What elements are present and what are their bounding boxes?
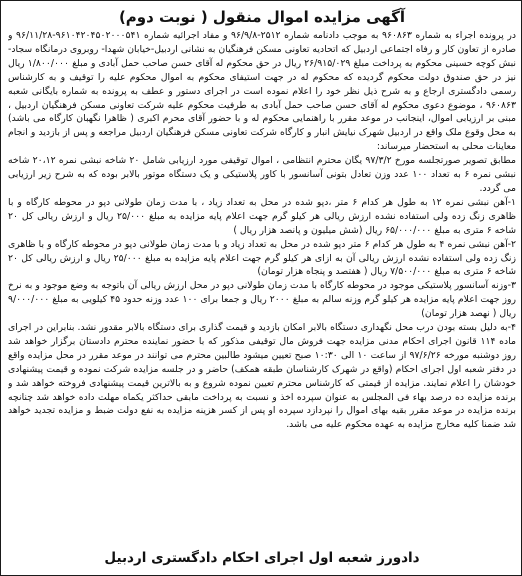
notice-body <box>8 29 516 549</box>
notice-title: آگهی مزایده اموال منقول ( نوبت دوم) <box>118 8 406 26</box>
paragraph-item-2: ۲-آهن نبشی نمره ۴ به طول هر کدام ۶ متر دپو شده در محل به تعداد زیاد و با مدت زمان طولانی دپو در محوطه کارگاه و با ظاهری زنگ زده ولی استفاده نشده ارزش ریالی آن به ازای هر کیلو گرم جهت اعلام پایه مزایده به مبلغ ۲۵/۰۰۰ ریال و ارزش ریالی کل ۲۰ شاخه ۶ متری به مبلغ ۷/۵۰۰/۰۰۰ ریال ( هفتصد و پنجاه هزار تومان) <box>8 238 516 278</box>
paragraph-items-summary: مطابق تصویر صورتجلسه مورخ ۹۷/۳/۲ یگان محترم انتظامی ، اموال توقیفی مورد ارزیابی شامل ۲۰ شاخه نبشی نمره ۲۰،۱۲ شاخه نبشی نمره ۶ به تعداد ۱۰۰ عدد وزن تعادل بتونی آسانسور با کاور پلاستیکی و یک دستگاه موتور بالابر بوده که به شرح زیر ارزیابی می گردد. <box>8 155 516 194</box>
signature: دادورز شعبه اول اجرای احکام دادگستری اردبیل <box>104 550 420 566</box>
paragraph-intro: در پرونده اجراء به شماره ۹۶۰۸۶۳ به موجب دادنامه شماره ۲۵۱۲-۹۶/۹/۸ و مفاد اجرائیه شماره ۹۶۱۰۴۲۰۴۵۰۲۰۰۰۵۴۱-۹۶/۱۱/۲۸ و صادره از تعاون کار و رفاه اجتماعی اردبیل که اتحادیه تعاونی مسکن فرهنگیان به نشانی اردبیل-خیابان شهدا- روبروی درمانگاه سجاد- نبش کوچه حسینی محکوم به پرداخت مبلغ ۲۶/۹۱۵/۰۲۹ ریال در حق محکوم له آقای حسن صاحب حمل آبادی و مبلغ ۱/۸۰۰/۰۰۰ ریال نیز در حق صندوق دولت محکوم گردیده که محکوم له در جهت استیفای محکوم به اموال محکوم علیه را توقیف و به کارشناس رسمی دادگستری ارجاع و به شرح ذیل نظر خود را اعلام نموده است در اجرای دستور و عطف به پرونده به شماره بایگانی شعبه ۹۶۰۸۶۳ ، موضوع دعوی محکوم له آقای حسن صاحب حمل آبادی به طرفیت محکوم علیه شرکت تعاونی مسکن فرهنگیان اردبیل ، مبنی بر ارزیابی اموال، اینجانب در موعد مقرر با راهنمایی محکوم له و با حضور آقای محرم اکبری ( ظاهرا نگهبان کارگاه می باشد) به محل وقوع ملک واقع در اردبیل شهرک نیایش انبار و کارگاه شرکت تعاونی مسکن فرهنگیان اردبیل مراجعه و پس از بازدید و انجام معاینات محلی به استحضار میرساند: <box>8 30 516 153</box>
paragraph-item-4-and-terms: ۴-به دلیل بسته بودن درب محل نگهداری دستگاه بالابر امکان بازدید و قیمت گذاری برای دستگاه بالابر مقدور نشد. بنابراین در اجرای ماده ۱۱۴ قانون اجرای احکام مدنی مزایده جهت فروش مال توقیفی مذکور که با حضور نماینده محترم دادستان برگزار خواهد شد روز دوشنبه مورخه ۹۷/۶/۲۶ از ساعت ۱۰ الی ۱۰:۳۰ صبح تعیین میشود طالبین محترم می توانند در موعد مقرر در محل مزایده واقع در دفتر شعبه اول اجرای احکام (واقع در شهرک کارشناسان طبقه همکف) حاضر و در جلسه مزایده شرکت نموده و قیمت پیشنهادی خودشان را اعلام نمایند. مزایده از قیمتی که کارشناس محترم تعیین نموده شروع و به بالاترین قیمت پیشنهادی فروخته خواهد شد و برنده مزایده ده درصد بهاء فی المجلس به عنوان سپرده اخذ و نسبت به پرداخت مابقی حداکثر یکماه مهلت داده خواهد شد چنانچه برنده مزایده در موعد مقرر بقیه بهای اموال را نپردازد سپرده او پس از کسر هزینه مزایده به نفع دولت ضبط و مزایده تجدید خواهد شد ضمنا کلیه مخارج مزایده به عهده محکوم علیه می باشد. <box>8 322 516 431</box>
paragraph-item-3: ۳-وزنه آسانسور پلاستیکی موجود در محوطه کارگاه با مدت زمان طولانی دپو در محل ارزش ریالی آن باتوجه به وضع موجود و به نرخ روز جهت اعلام پایه مزایده هر کیلو گرم وزنه سالم به مبلغ ۲۰۰۰ ریال و جمعا برای ۱۰۰ عدد وزنه حدود ۴۵ کیلویی به مبلغ ۹/۰۰۰/۰۰۰ ریال ( نهصد هزار تومان) <box>8 280 516 320</box>
paragraph-item-1: ۱-آهن نبشی نمره ۱۲ به طول هر کدام ۶ متر ،دپو شده در محل به تعداد زیاد ، با مدت زمان طولانی دپو در محوطه کارگاه و با ظاهری زنگ زده ولی استفاده نشده ارزش ریالی هر کیلو گرم جهت اعلام پایه مزایده به مبلغ ۲۵/۰۰۰ ریال و ارزش ریالی کل ۲۰ شاخه ۶ متری به مبلغ ۶۵/۰۰۰/۰۰۰ ریال (شش میلیون و پانصد هزار ریال ) <box>8 196 516 236</box>
